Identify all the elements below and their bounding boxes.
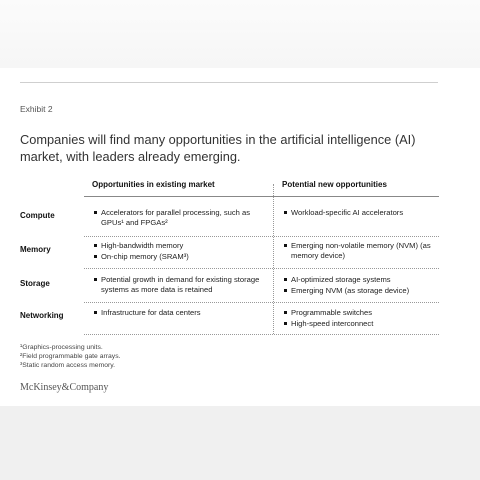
- list-item: High-bandwidth memory: [94, 241, 266, 251]
- storage-existing-list: [94, 275, 266, 296]
- list-item: Workload-specific AI accelerators: [284, 208, 444, 218]
- list-item: On-chip memory (SRAM³): [94, 252, 266, 262]
- row-divider: [84, 334, 439, 335]
- footnote: ²Field programmable gate arrays.: [20, 353, 121, 360]
- networking-new-list: [284, 308, 444, 330]
- list-item: High-speed interconnect: [284, 319, 444, 329]
- top-divider: [20, 82, 438, 83]
- row-divider: [84, 268, 439, 269]
- list-item: Emerging non-volatile memory (NVM) (as memory device): [284, 241, 444, 261]
- column-header-new: Potential new opportunities: [282, 180, 387, 189]
- compute-existing-list: [94, 208, 266, 229]
- exhibit-label: Exhibit 2: [20, 104, 53, 114]
- row-label-storage: Storage: [20, 279, 50, 288]
- list-item: Potential growth in demand for existing storage systems as more data is retained: [94, 275, 266, 295]
- list-item: Accelerators for parallel processing, such as GPUs¹ and FPGAs²: [94, 208, 266, 228]
- list-item: Infrastructure for data centers: [94, 308, 266, 318]
- footnotes: [20, 343, 120, 370]
- footnote: ³Static random access memory.: [20, 362, 116, 369]
- list-item: Programmable switches: [284, 308, 444, 318]
- storage-new-list: [284, 275, 444, 297]
- top-fade-area: [0, 0, 480, 68]
- row-divider: [84, 302, 439, 303]
- compute-new-list: [284, 208, 444, 219]
- brand-logo: McKinsey&Company: [20, 382, 109, 393]
- exhibit-title: Companies will find many opportunities in the artificial intelligence (AI) market, with leaders already emerging.: [20, 132, 416, 164]
- column-divider: [273, 184, 274, 334]
- footnote: ¹Graphics-processing units.: [20, 344, 103, 351]
- memory-existing-list: [94, 241, 266, 263]
- list-item: AI-optimized storage systems: [284, 275, 444, 285]
- networking-existing-list: [94, 308, 266, 319]
- row-label-memory: Memory: [20, 245, 51, 254]
- memory-new-list: [284, 241, 444, 262]
- row-divider: [84, 236, 439, 237]
- column-header-existing: Opportunities in existing market: [92, 180, 215, 189]
- row-label-networking: Networking: [20, 311, 64, 320]
- list-item: Emerging NVM (as storage device): [284, 286, 444, 296]
- row-label-compute: Compute: [20, 211, 55, 220]
- header-rule: [84, 196, 439, 197]
